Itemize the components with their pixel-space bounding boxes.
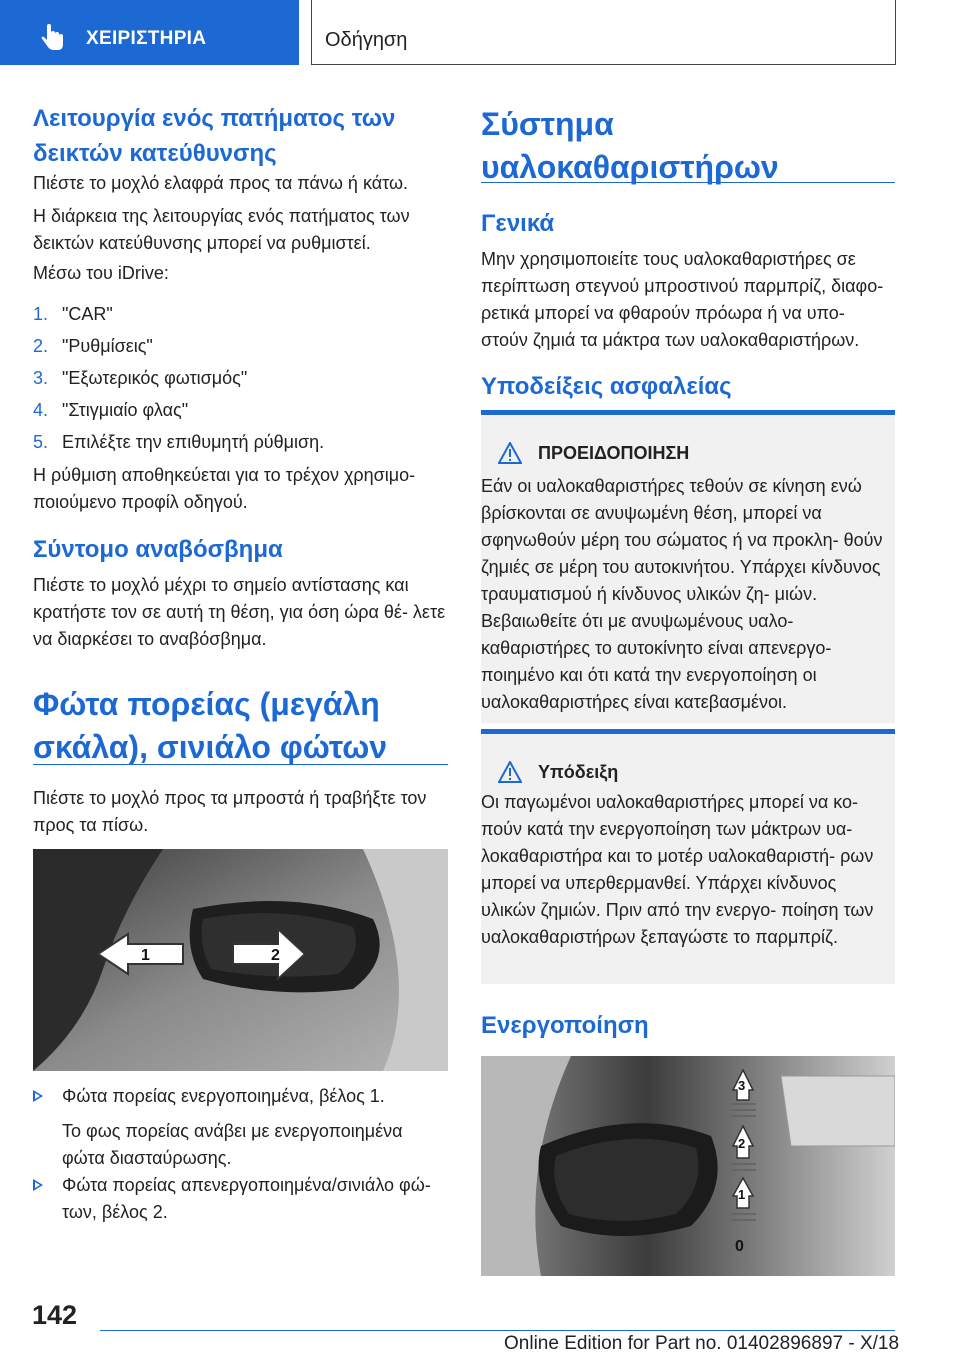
arrow-label-1: 1 (141, 947, 150, 964)
step-number: 5. (33, 432, 49, 452)
step-number: 1. (33, 304, 49, 324)
high-beam-lever-image (33, 849, 448, 1071)
paragraph-short-flash: Πιέστε το μοχλό μέχρι το σημείο αντίστασης και κρατήστε τον σε αυτή τη θέση, για όση ώρα θέ- λετε να διαρκέσει το αναβόσβημα. (33, 575, 446, 649)
page-number: 142 (32, 1300, 78, 1330)
step-text: "Εξωτερικός φωτισμός" (62, 368, 248, 388)
wiper-lever-image (481, 1056, 895, 1276)
paragraph-via-idrive: Μέσω του iDrive: (33, 263, 169, 283)
heading-underline (33, 764, 448, 765)
heading-short-flash: Σύντομο αναβόσβημα (33, 536, 283, 563)
section-tab-label: Οδήγηση (325, 29, 408, 51)
position-label-2: 2 (738, 1136, 746, 1151)
position-label-1: 1 (738, 1187, 746, 1202)
heading-underline (481, 182, 895, 183)
warning-icon (498, 442, 522, 464)
heading-general: Γενικά (481, 210, 555, 237)
warning-box (481, 410, 895, 723)
heading-activation: Ενεργοποίηση (481, 1012, 649, 1039)
footer-edition: Online Edition for Part no. 01402896897 - X/18 (504, 1333, 900, 1354)
heading-high-beam: Φώτα πορείας (μεγάλη σκάλα), σινιάλο φώτων (33, 686, 388, 765)
step-number: 3. (33, 368, 49, 388)
bullet-text: Φώτα πορείας απενεργοποιημένα/σινιάλο φώ- των, βέλος 2. (62, 1175, 431, 1222)
step-text: "Ρυθμίσεις" (62, 336, 153, 356)
warning-text: Εάν οι υαλοκαθαριστήρες τεθούν σε κίνηση ενώ βρίσκονται σε ανυψωμένη θέση, μπορεί να σφηνωθούν μέρη του σώματος ή να προκλη- θούν ζημιές σε μέρη του αυτοκινήτου. Υπάρχει κίνδυνος τραυματισμού ή κίνδυνος υλικών ζη- μιών. Βεβαιωθείτε ότι με ανυψωμένους υαλο- καθαριστήρες το αυτοκίνητο είναι απενεργο- ποιημένο και ότι κατά την ενεργοποίηση οι υαλοκαθαριστήρες είναι κατεβασμένοι. (481, 476, 883, 712)
arrow-label-2: 2 (271, 947, 280, 964)
chapter-tab[interactable] (0, 0, 299, 65)
section-tab[interactable] (311, 0, 896, 65)
position-label-0: 0 (735, 1238, 744, 1255)
position-label-3: 3 (738, 1078, 746, 1093)
note-title: Υπόδειξη (538, 762, 619, 782)
note-box (481, 729, 895, 984)
hand-pointer-icon (38, 23, 68, 53)
step-number: 4. (33, 400, 49, 420)
steps-list (33, 298, 448, 458)
paragraph-setting-saved: Η ρύθμιση αποθηκεύεται για το τρέχον χρησιμο- ποιούμενο προφίλ οδηγού. (33, 465, 416, 512)
paragraph-general: Μην χρησιμοποιείτε τους υαλοκαθαριστήρες σε περίπτωση στεγνού μπροστινού παρμπρίζ, διαφο- ρετικά μπορεί να φθαρούν πρόωρα ή να υπο- στούν ζημιά τα μάκτρα των υαλοκαθαριστήρων. (481, 249, 884, 350)
bullet-marker (33, 1090, 43, 1102)
paragraph-press-lever: Πιέστε το μοχλό ελαφρά προς τα πάνω ή κάτω. (33, 173, 409, 193)
step-number: 2. (33, 336, 49, 356)
paragraph-duration: Η διάρκεια της λειτουργίας ενός πατήματος των δεικτών κατεύθυνσης μπορεί να ρυθμιστεί. (33, 206, 410, 253)
step-text: "CAR" (62, 304, 113, 324)
warning-icon (498, 761, 522, 783)
step-text: Επιλέξτε την επιθυμητή ρύθμιση. (62, 432, 325, 452)
heading-wiper-system: Σύστημα υαλοκαθαριστήρων (481, 106, 779, 185)
bullet-text: Φώτα πορείας ενεργοποιημένα, βέλος 1. (62, 1086, 385, 1106)
bullet-subtext: Το φως πορείας ανάβει με ενεργοποιημένα φώτα διασταύρωσης. (62, 1121, 403, 1168)
step-text: "Στιγμιαίο φλας" (62, 400, 189, 420)
bullet-marker (33, 1179, 43, 1191)
warning-title: ΠΡΟΕΙΔΟΠΟΙΗΣΗ (538, 443, 690, 463)
heading-safety-notes: Υποδείξεις ασφαλείας (481, 373, 732, 400)
footer-rule (100, 1330, 895, 1331)
note-text: Οι παγωμένοι υαλοκαθαριστήρες μπορεί να κο- πούν κατά την ενεργοποίηση των μάκτρων υα- λοκαθαριστήρα και το μοτέρ υαλοκαθαριστή- ρων μπορεί να υπερθερμανθεί. Υπάρχει κίνδυνος υλικών ζημιών. Πριν από την ενεργο- ποίηση των υαλοκαθαριστήρων ξεπαγώστε το παρμπρίζ. (481, 792, 874, 947)
chapter-tab-label: ΧΕΙΡΙΣΤΗΡΙΑ (86, 28, 207, 49)
heading-one-touch-indicators: Λειτουργία ενός πατήματος των δεικτών κατεύθυνσης (33, 105, 396, 167)
paragraph-push-pull-lever: Πιέστε το μοχλό προς τα μπροστά ή τραβήξτε τον προς τα πίσω. (33, 788, 427, 835)
